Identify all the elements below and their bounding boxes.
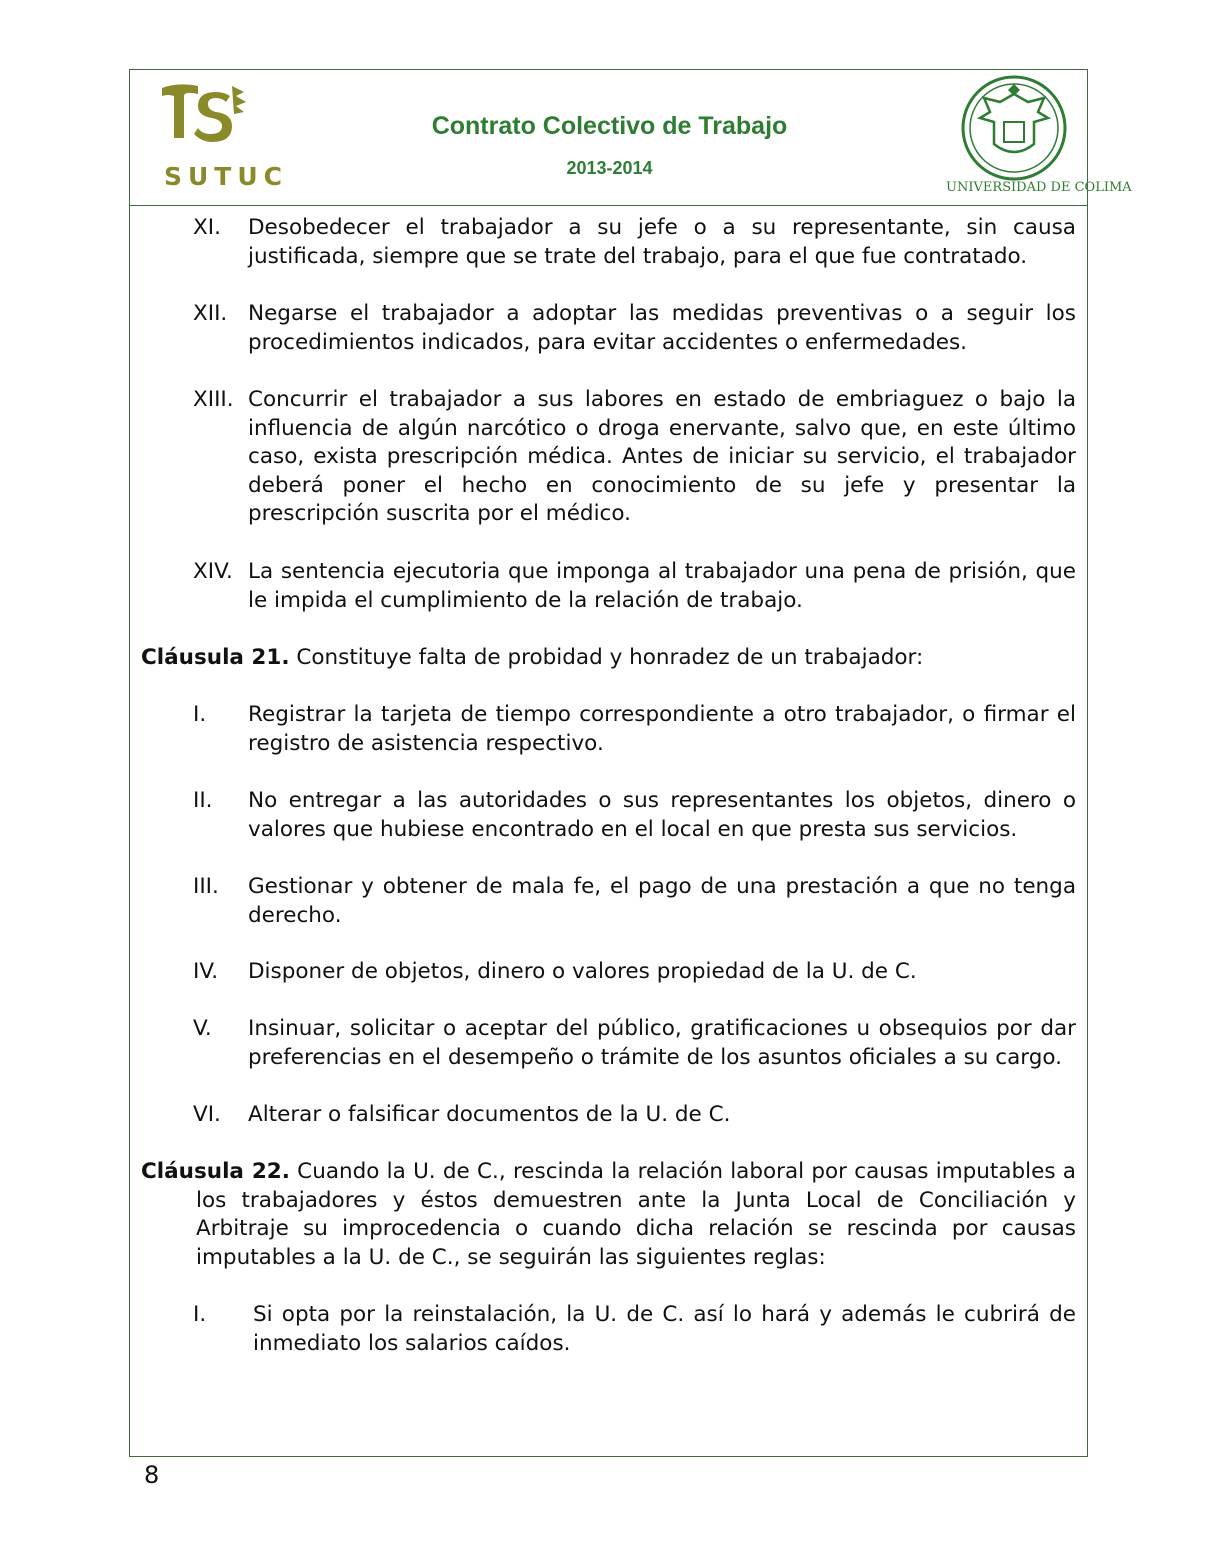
item-number: II.	[193, 788, 213, 813]
university-wordmark: UNIVERSIDAD DE COLIMA	[946, 180, 1132, 195]
clause-label: Cláusula 21.	[141, 645, 290, 670]
clause-label: Cláusula 22.	[141, 1159, 290, 1184]
clause-22	[141, 1158, 1076, 1272]
item-number: XI.	[193, 215, 221, 240]
page-number: 8	[144, 1461, 160, 1489]
item-text: Registrar la tarjeta de tiempo correspondiente a otro trabajador, o firmar el registro de asistencia respectivo.	[248, 702, 1076, 756]
item-text: Alterar o falsificar documentos de la U. de C.	[248, 1102, 731, 1127]
document-title: Contrato Colectivo de Trabajo	[431, 112, 788, 140]
item-number: XIII.	[193, 387, 234, 412]
clause-text: Cuando la U. de C., rescinda la relación laboral por causas imputables a los trabajadores y éstos demuestren ante la Junta Local de Conciliación y Arbitraje su improcedencia o cuando dicha relación se rescinda por causas imputables a la U. de C., se seguirán las siguientes reglas:	[196, 1159, 1076, 1270]
document-years: 2013-2014	[566, 158, 653, 178]
page-header	[130, 70, 1132, 206]
item-text: Disponer de objetos, dinero o valores propiedad de la U. de C.	[248, 959, 917, 984]
item-number: I.	[193, 1302, 207, 1327]
item-text: Negarse el trabajador a adoptar las medidas preventivas o a seguir los procedimientos indicados, para evitar accidentes o enfermedades.	[248, 301, 1076, 355]
item-text: No entregar a las autoridades o sus representantes los objetos, dinero o valores que hubiese encontrado en el local en que presta sus servicios.	[248, 788, 1076, 842]
item-text: La sentencia ejecutoria que imponga al trabajador una pena de prisión, que le impida el cumplimiento de la relación de trabajo.	[248, 559, 1076, 613]
item-text: Concurrir el trabajador a sus labores en estado de embriaguez o bajo la influencia de algún narcótico o droga enervante, salvo que, en este último caso, exista prescripción médica. Antes de iniciar su servicio, el trabajador deberá poner el hecho en conocimiento de su jefe y presentar la prescripción suscrita por el médico.	[248, 387, 1076, 526]
clause-text: Constituye falta de probidad y honradez de un trabajador:	[289, 645, 924, 670]
university-seal-icon	[960, 74, 1068, 182]
item-number: III.	[193, 874, 219, 899]
item-number: IV.	[193, 959, 219, 984]
item-number: XII.	[193, 301, 228, 326]
clause-21	[141, 644, 1076, 673]
item-number: I.	[193, 702, 207, 727]
item-text: Insinuar, solicitar o aceptar del público, gratificaciones u obsequios por dar preferencias en el desempeño o trámite de los asuntos oficiales a su cargo.	[248, 1016, 1076, 1070]
sutuc-wordmark: SUTUC	[164, 162, 289, 191]
item-number: VI.	[193, 1102, 221, 1127]
item-number: V.	[193, 1016, 212, 1041]
item-number: XIV.	[193, 559, 233, 584]
item-text: Desobedecer el trabajador a su jefe o a su representante, sin causa justificada, siempre que se trate del trabajo, para el que fue contratado.	[248, 215, 1076, 269]
item-text: Gestionar y obtener de mala fe, el pago de una prestación a que no tenga derecho.	[248, 874, 1076, 928]
university-logo	[942, 74, 1132, 202]
item-text: Si opta por la reinstalación, la U. de C. así lo hará y además le cubrirá de inmediato los salarios caídos.	[253, 1302, 1076, 1356]
